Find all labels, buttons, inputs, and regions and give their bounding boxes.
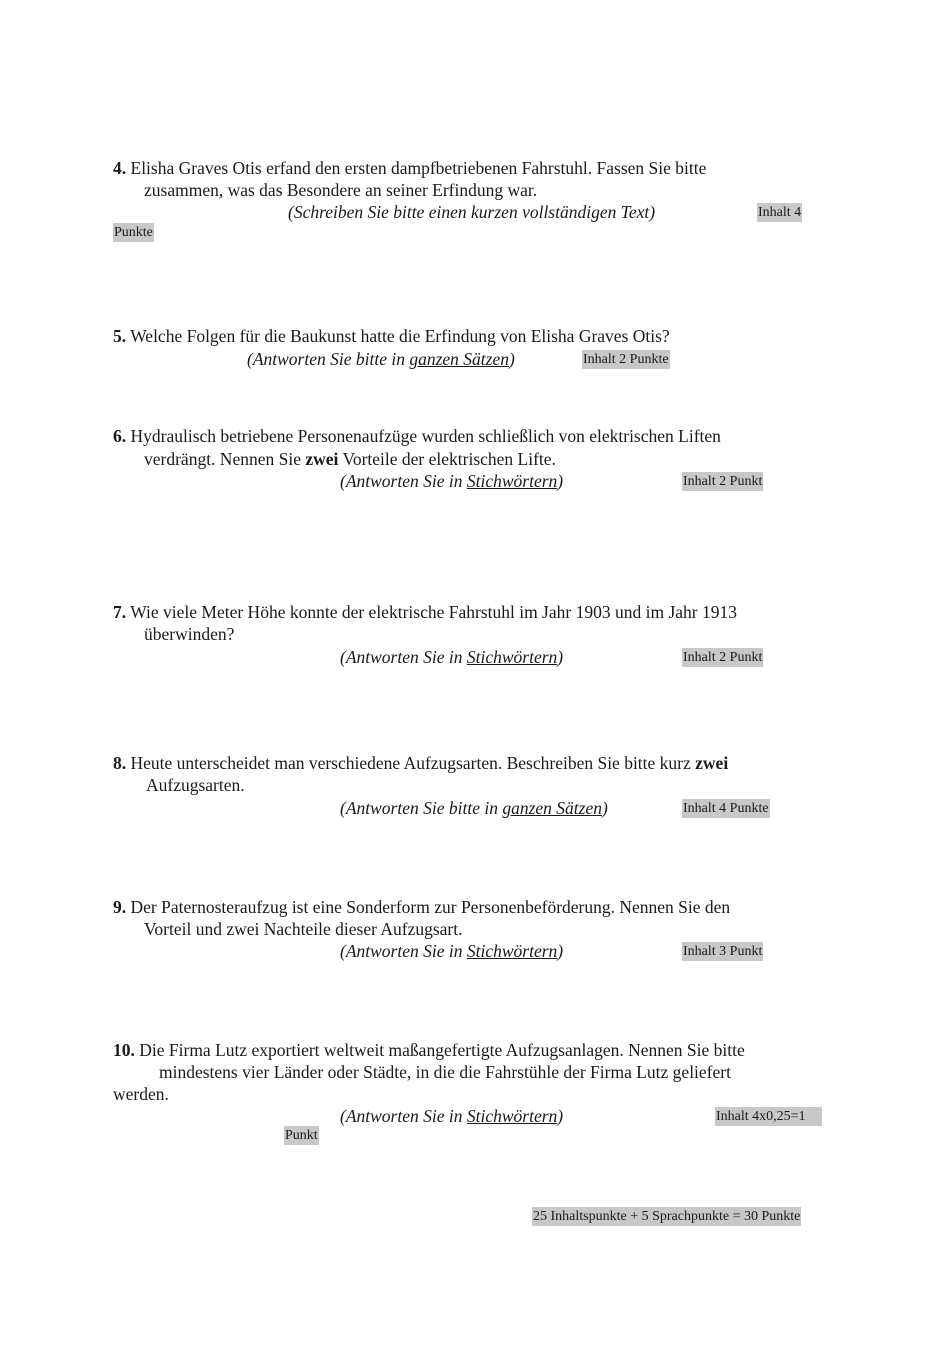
question-8-line-1 <box>113 752 728 774</box>
instruction-close: ) <box>557 471 564 491</box>
instruction-underlined: ganzen Sätzen <box>409 349 509 369</box>
question-6-instruction <box>340 470 563 492</box>
instruction-text: (Antworten Sie in <box>340 471 467 491</box>
question-number: 9. <box>113 897 127 917</box>
instruction-underlined: Stichwörtern <box>466 647 558 667</box>
question-7-instruction <box>340 646 563 668</box>
question-number: 4. <box>113 158 127 178</box>
question-text: Die Firma Lutz exportiert weltweit maßangefertigte Aufzugsanlagen. Nennen Sie bitte <box>139 1040 745 1060</box>
question-number: 7. <box>113 602 127 622</box>
question-4-instruction: (Schreiben Sie bitte einen kurzen vollständigen Text) <box>288 202 656 222</box>
question-text: Welche Folgen für die Baukunst hatte die Erfindung von Elisha Graves Otis? <box>130 326 670 346</box>
question-4-points: Inhalt 4 <box>758 205 802 220</box>
question-8-points: Inhalt 4 Punkte <box>683 801 769 816</box>
question-5-points: Inhalt 2 Punkte <box>583 352 669 367</box>
question-9-line-1 <box>113 896 730 918</box>
question-5-line-1 <box>113 325 670 347</box>
instruction-underlined: Stichwörtern <box>466 471 558 491</box>
question-7-points: Inhalt 2 Punkt <box>683 650 763 665</box>
question-7-line-1 <box>113 601 737 623</box>
instruction-text: (Antworten Sie in <box>340 647 467 667</box>
instruction-underlined: Stichwörtern <box>466 1106 558 1126</box>
question-8-instruction <box>340 797 608 819</box>
question-text: Elisha Graves Otis erfand den ersten dampfbetriebenen Fahrstuhl. Fassen Sie bitte <box>130 158 707 178</box>
question-8-line-2: Aufzugsarten. <box>146 775 245 795</box>
instruction-text: (Antworten Sie in <box>340 1106 467 1126</box>
question-text: verdrängt. Nennen Sie <box>144 449 306 469</box>
question-10-line-2: mindestens vier Länder oder Städte, in die die Fahrstühle der Firma Lutz geliefert <box>159 1062 731 1082</box>
instruction-underlined: ganzen Sätzen <box>502 798 602 818</box>
question-text: Der Paternosteraufzug ist eine Sonderform zur Personenbeförderung. Nennen Sie den <box>130 897 731 917</box>
total-points: 25 Inhaltspunkte + 5 Sprachpunkte = 30 Punkte <box>533 1209 801 1224</box>
question-text: Wie viele Meter Höhe konnte der elektrische Fahrstuhl im Jahr 1903 und im Jahr 1913 <box>130 602 737 622</box>
instruction-underlined: Stichwörtern <box>466 941 558 961</box>
question-9-points: Inhalt 3 Punkt <box>683 944 763 959</box>
question-10-line-1 <box>113 1039 745 1061</box>
instruction-close: ) <box>557 647 564 667</box>
question-text: Hydraulisch betriebene Personenaufzüge wurden schließlich von elektrischen Liften <box>130 426 721 446</box>
instruction-close: ) <box>509 349 515 369</box>
instruction-close: ) <box>602 798 608 818</box>
question-number: 8. <box>113 753 127 773</box>
question-number: 5. <box>113 326 127 346</box>
question-6-line-1 <box>113 425 721 447</box>
question-4-points-cont: Punkte <box>114 225 153 240</box>
question-text-bold: zwei <box>305 449 339 469</box>
question-7-line-2: überwinden? <box>144 624 235 644</box>
question-number: 10. <box>113 1040 135 1060</box>
question-9-instruction <box>340 940 563 962</box>
question-6-line-2 <box>144 448 556 470</box>
question-4-line-2: zusammen, was das Besondere an seiner Erfindung war. <box>144 180 538 200</box>
question-10-instruction <box>340 1105 563 1127</box>
instruction-text: (Antworten Sie bitte in <box>247 349 410 369</box>
question-4-line-1 <box>113 157 706 179</box>
question-text: Vorteile der elektrischen Lifte. <box>338 449 556 469</box>
question-10-points: Inhalt 4x0,25=1 <box>715 1107 822 1126</box>
instruction-text: (Antworten Sie bitte in <box>340 798 503 818</box>
instruction-close: ) <box>557 1106 564 1126</box>
instruction-close: ) <box>557 941 564 961</box>
question-text-bold: zwei <box>695 753 729 773</box>
question-10-line-3: werden. <box>113 1084 169 1104</box>
question-9-line-2: Vorteil und zwei Nachteile dieser Aufzugsart. <box>144 919 463 939</box>
question-6-points: Inhalt 2 Punkt <box>683 474 763 489</box>
instruction-text: (Antworten Sie in <box>340 941 467 961</box>
question-text: Heute unterscheidet man verschiedene Aufzugsarten. Beschreiben Sie bitte kurz <box>130 753 696 773</box>
question-10-points-cont: Punkt <box>285 1128 318 1143</box>
question-number: 6. <box>113 426 127 446</box>
question-5-instruction <box>247 348 515 370</box>
